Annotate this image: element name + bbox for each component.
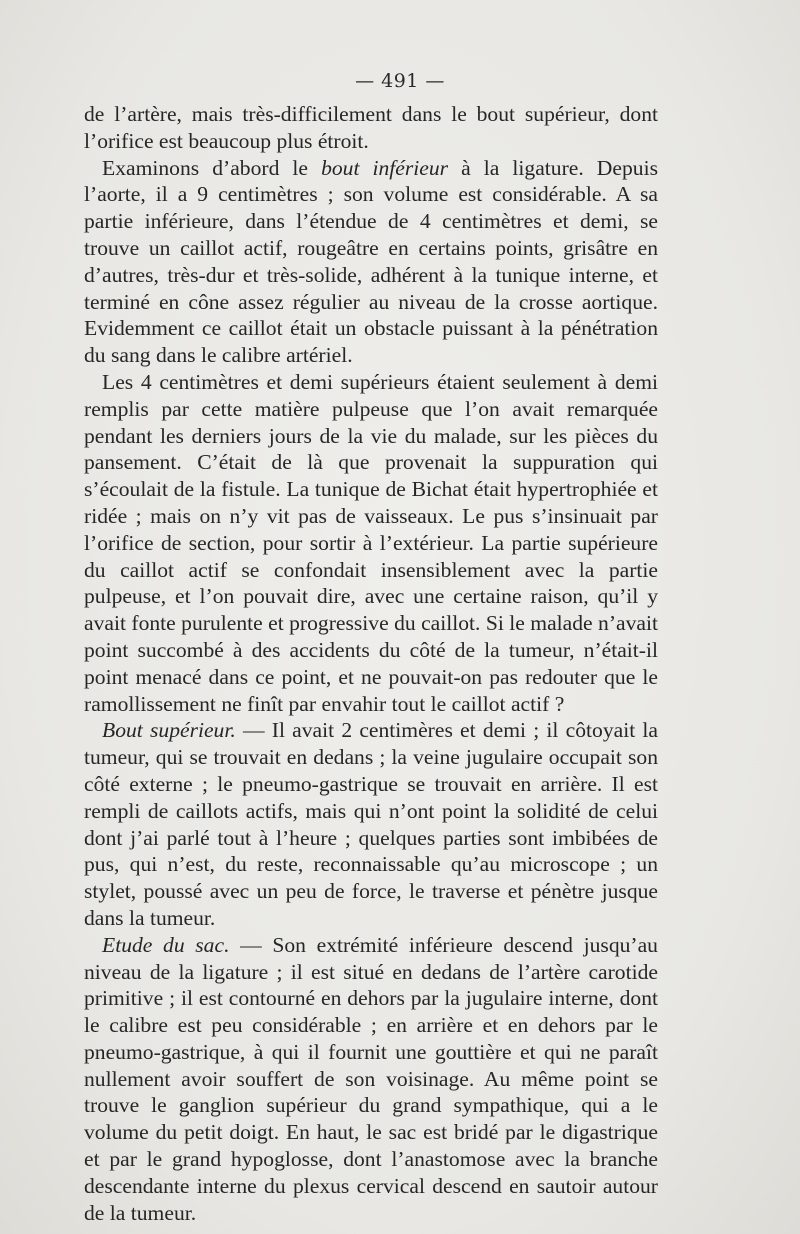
body-text bbox=[84, 101, 658, 1226]
paragraph-text: Examinons d’abord le bbox=[102, 155, 322, 180]
paragraph-bout-superieur bbox=[84, 717, 658, 931]
paragraph-continuation: de l’artère, mais très-difficilement dans le bout supérieur, dont l’orifice est beaucoup plus étroit. bbox=[84, 102, 658, 153]
paragraph-etude-du-sac bbox=[84, 932, 658, 1227]
paragraph-bout-inferieur bbox=[84, 155, 658, 369]
section-lead-bout-superieur: Bout supérieur. bbox=[102, 718, 236, 743]
page-number: — 491 — bbox=[355, 70, 445, 92]
paragraph-text: — Il avait 2 centimères et demi ; il côtoyait la tumeur, qui se trouvait en dedans ; la veine jugulaire occupait son côté externe ; le pneumo-gastrique se trouvait en arrière. Il est rempli de caillots actifs, mais qui n’ont point la solidité de celui dont j’ai parlé tout à l’heure ; quelques parties sont imbibées de pus, qui n’est, du reste, reconnaissable qu’au microscope ; un stylet, poussé avec un peu de force, le traverse et pénètre jusque dans la tumeur. bbox=[84, 718, 658, 930]
section-lead-etude-du-sac: Etude du sac. bbox=[102, 932, 230, 957]
paragraph-text: — Son extrémité inférieure descend jusqu’au niveau de la ligature ; il est situé en dedans de l’artère carotide primitive ; il est contourné en dehors par la jugulaire interne, dont le calibre est peu considérable ; en arrière et en dehors par le pneumo-gastrique, à qui il fournit une gouttière et qui ne paraît nullement avoir souffert de son voisinage. Au même point se trouve le ganglion supérieur du grand sympathique, qui a le volume du petit doigt. En haut, le sac est bridé par le digastrique et par le grand hypoglosse, dont l’anastomose avec la branche descendante interne du plexus cervical descend en sautoir autour de la tumeur. bbox=[84, 932, 658, 1225]
paragraph-centimetres-superieurs: Les 4 centimètres et demi supérieurs étaient seulement à demi remplis par cette matière pulpeuse que l’on avait remarquée pendant les derniers jours de la vie du malade, sur les pièces du pansement. C’était de là que provenait la suppuration qui s’écoulait de la fistule. La tunique de Bichat était hypertrophiée et ridée ; mais on n’y vit pas de vaisseaux. Le pus s’insinuait par l’orifice de section, pour sortir à l’extérieur. La partie supérieure du caillot actif se confondait insensiblement avec la partie pulpeuse, et l’on pouvait dire, avec une certaine raison, qu’il y avait fonte purulente et progressive du caillot. Si le malade n’avait point succombé à des accidents du côté de la tumeur, n’était-il point menacé dans ce point, et ne pouvait-on pas redouter que le ramollissement ne finît par envahir tout le caillot actif ? bbox=[84, 369, 658, 716]
paragraph-text: à la ligature. Depuis l’aorte, il a 9 centimètres ; son volume est considérable. A sa partie inférieure, dans l’étendue de 4 centimètres et demi, se trouve un caillot actif, rougeâtre en certains points, grisâtre en d’autres, très-dur et très-solide, adhérent à la tunique interne, et terminé en cône assez régulier au niveau de la crosse aortique. Evidemment ce caillot était un obstacle puissant à la pénétration du sang dans le calibre artériel. bbox=[84, 155, 658, 368]
emphasis-bout-inferieur: bout inférieur bbox=[321, 155, 449, 180]
